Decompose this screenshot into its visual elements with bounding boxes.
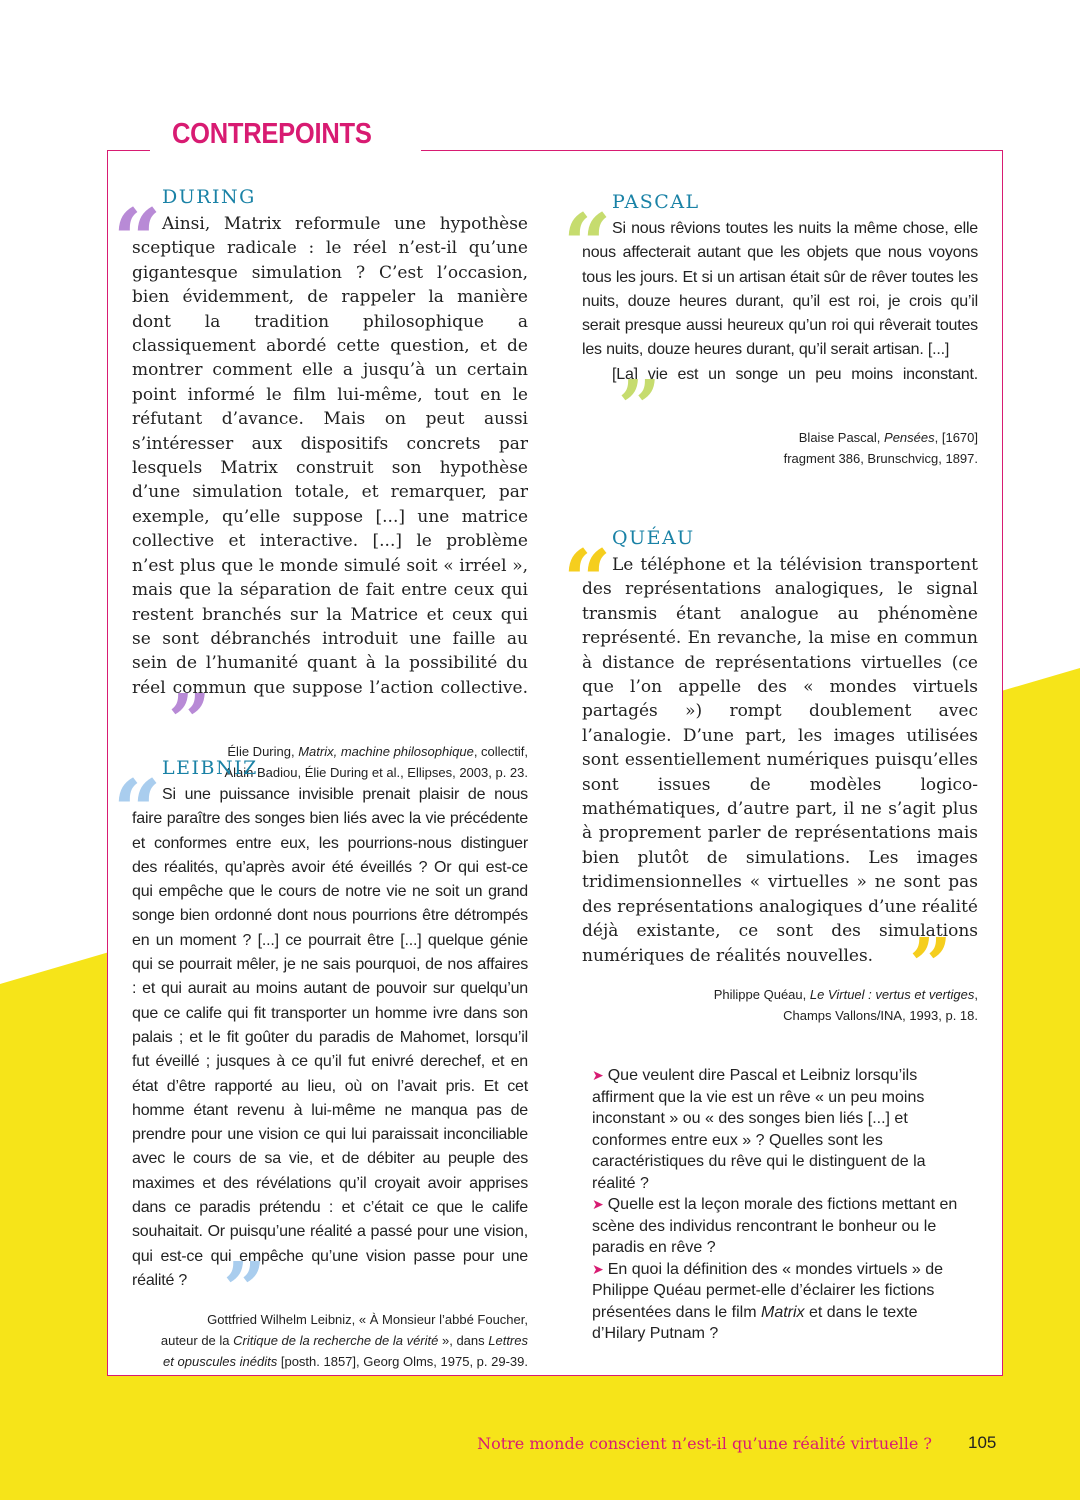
arrow-icon: ➤ bbox=[592, 1260, 604, 1277]
source-during: Élie During, Matrix, machine philosophique, collectif, Alain Badiou, Élie During et al., Ellipses, 2003, p. 23. bbox=[224, 743, 528, 780]
quote-pascal bbox=[563, 191, 978, 469]
arrow-icon: ➤ bbox=[592, 1196, 604, 1212]
section-title-box bbox=[150, 118, 421, 151]
quote-text-during: Ainsi, Matrix reformule une hypothèse sceptique radicale : le réel n’est-il qu’une gigantesque simulation ? C’est l’occasion, bien évidemment, de rappeler la manière dont la tradition philosophique a classiquement abordé cette question, et de montrer comment elle a jusqu’à un certain point informé le film lui-même, tout en le réfutant d’avance. Mais on peut aussi s’intéresser aux dispositifs concrets par lesquels Matrix construit son hypothèse d’une simulation totale, et remarquer, par exemple, qu’elle suppose [...] une matrice collective et interactive. [...] le problème n’est plus que le monde simulé soit « irréel », mais que la séparation de fait entre ceux qui restent branchés sur la Matrice et ceux qui se sont débranchés introduit une faille au sein de l’humanité quant à la possibilité du réel commun que suppose l’action collective.” bbox=[132, 214, 528, 766]
author-pascal: PASCAL bbox=[612, 191, 700, 213]
quote-text-queau: Le téléphone et la télévision transportent des représentations analogiques, le signal transmis étant analogue au phénomène représenté. En revanche, la mise en commun à distance de représentations virtuelles (ce que l’on appelle des « mondes virtuels partagés ») rompt doublement avec l’analogie. D’une part, les images utilisées sont essentiellement numériques puisqu’elles sont issues de modèles logico-mathématiques, d’autre part, il ne s’agit plus à proprement parler de représentations mais bien plutôt de simulations. Les images tridimensionnelles « virtuelles » ne sont pas des représentations analogiques d’une réalité déjà existante, ce sont des simulations numériques de réalités nouvelles. ” bbox=[582, 555, 978, 1009]
source-leibniz: Gottfried Wilhelm Leibniz, « À Monsieur l’abbé Foucher, auteur de la Critique de la recherche de la vérité », dans Lettres et opuscules inédits [posth. 1857], Georg Olms, 1975, p. 29-39. bbox=[160, 1312, 528, 1370]
quote-leibniz bbox=[113, 757, 528, 1372]
author-queau: QUÉAU bbox=[612, 527, 695, 549]
quote-body: [La] vie est un songe un peu moins inconstant. bbox=[612, 365, 978, 383]
author-leibniz: LEIBNIZ bbox=[162, 757, 258, 779]
questions-list bbox=[592, 1065, 962, 1345]
quote-body: Le téléphone et la télévision transportent des représentations analogiques, le signal transmis étant analogue au phénomène représenté. En revanche, la mise en commun à distance de représentations virtuelles (ce que l’on appelle des « mondes virtuels partagés ») rompt doublement avec l’analogie. D’une part, les images utilisées sont essentiellement numériques puisqu’elles sont issues de modèles logico-mathématiques, d’autre part, il ne s’agit plus à proprement parler de représentations mais bien plutôt de simulations. Les images tridimensionnelles « virtuelles » ne sont pas des représentations analogiques d’une réalité déjà existante, ce sont des simulations numériques de réalités nouvelles. bbox=[582, 555, 978, 966]
quote-body: Si une puissance invisible prenait plaisir de nous faire paraître des songes bien liés avec la vie précédente et conformes entre eux, les pourrions-nous distinguer des réalités, qu’après avoir été éveillés ? Or qui est-ce qui empêche que le cours de notre vie ne soit un grand songe bien ordonné dont nous pourrions être détrompés en un moment ? [...] ce pourrait être [...] quelque génie qui se pourrait mêler, je ne sais pourquoi, de nos affaires : et qui aurait au moins autant de pouvoir sur quelqu’un que ce calife qui fit transporter un homme ivre dans son palais ; et le fit goûter du paradis de Mahomet, lorsqu’il fut éveillé ; jusques à ce qu’il fut enivré derechef, et en état d’être rapporté au lieu, où on l’avait pris. Et cet homme étant revenu à lui-même ne manqua pas de prendre pour une vision ce qui lui paraissait inconciliable avec le cours de sa vie, et de débiter au peuple des maximes et des révélations qu’il croyait avoir apprises dans ce paradis prétendu : et c’était ce que le calife souhaitait. Or puisqu’une réalité a passé pour une vision, qui est-ce qui empêche qu’une vision passe pour une réalité ? bbox=[132, 786, 528, 1289]
open-quote-icon: “ bbox=[113, 190, 162, 289]
arrow-icon: ➤ bbox=[592, 1067, 604, 1083]
quote-text-pascal: Si nous rêvions toutes les nuits la même chose, elle nous affecterait autant que les objets que nous voyons tous les jours. Et si un artisan était sûr de rêver toutes les nuits, douze heures durant, qu’il est roi, je crois qu’il serait presque aussi heureux qu’un roi qui rêverait toutes les nuits, douze heures durant, qu’il serait artisan. [...] bbox=[582, 220, 978, 359]
open-quote-icon: “ bbox=[113, 761, 162, 860]
open-quote-icon: “ bbox=[563, 531, 612, 630]
question-item: ➤ Quelle est la leçon morale des fictions mettant en scène des individus rencontrant le bonheur ou le paradis en rêve ? bbox=[592, 1196, 958, 1256]
author-during: DURING bbox=[162, 186, 256, 208]
quote-body: Ainsi, Matrix reformule une hypothèse sceptique radicale : le réel n’est-il qu’une gigantesque simulation ? C’est l’occasion, bien évidemment, de rappeler la manière dont la tradition philosophique a classiquement abordé cette question, et de montrer comment elle a jusqu’à un certain point informé le film lui-même, tout en le réfutant d’avance. Mais on peut aussi s’intéresser aux dispositifs concrets par lesquels Matrix construit son hypothèse d’une simulation totale, et remarquer, par exemple, qu’elle suppose [...] une matrice collective et interactive. [...] le problème n’est plus que le monde simulé soit « irréel », mais que la séparation de fait entre ceux qui restent branchés sur la Matrice et ceux qui se sont débranchés introduit une faille au sein de l’humanité quant à la possibilité du réel commun que suppose l’action collective. bbox=[132, 214, 528, 698]
open-quote-icon: “ bbox=[563, 195, 612, 294]
question-item: ➤ En quoi la définition des « mondes virtuels » de Philippe Quéau permet-elle d’éclairer les fictions présentées dans le film Matrix et dans le texte d’Hilary Putnam ? bbox=[592, 1260, 944, 1342]
quote-text-pascal-2: [La] vie est un songe un peu moins inconstant.” bbox=[612, 365, 978, 452]
quote-queau bbox=[563, 527, 978, 1026]
source-queau: Philippe Quéau, Le Virtuel : vertus et vertiges, Champs Vallons/INA, 1993, p. 18. bbox=[713, 986, 978, 1023]
source-pascal: Blaise Pascal, Pensées, [1670] fragment 386, Brunschvicg, 1897. bbox=[783, 430, 978, 467]
page-number: 105 bbox=[968, 1433, 997, 1452]
quote-during bbox=[113, 186, 528, 783]
footer-chapter-title: Notre monde conscient n’est-il qu’une réalité virtuelle ? bbox=[477, 1434, 932, 1453]
section-title: CONTREPOINTS bbox=[172, 118, 372, 150]
quote-text-leibniz: Si une puissance invisible prenait plaisir de nous faire paraître des songes bien liés avec la vie précédente et conformes entre eux, les pourrions-nous distinguer des réalités, qu’après avoir été éveillés ? Or qui est-ce qui empêche que le cours de notre vie ne soit un grand songe bien ordonné dont nous pourrions être détrompés en un moment ? [...] ce pourrait être [...] quelque génie qui se pourrait mêler, je ne sais pourquoi, de nos affaires : et qui aurait au moins autant de pouvoir sur quelqu’un que ce calife qui fit transporter un homme ivre dans son palais ; et le fit goûter du paradis de Mahomet, lorsqu’il fut éveillé ; jusques à ce qu’il fut enivré derechef, et en état d’être rapporté au lieu, où on l’avait pris. Et cet homme étant revenu à lui-même ne manqua pas de prendre pour une vision ce qui lui paraissait inconciliable avec le cours de sa vie, et de débiter au peuple des maximes et des révélations qu’il croyait avoir apprises dans ce paradis prétendu : et c’était ce que le calife souhaitait. Or puisqu’une réalité a passé pour une vision, qui est-ce qui empêche qu’une vision passe pour une réalité ? ” bbox=[132, 786, 528, 1333]
question-item: ➤ Que veulent dire Pascal et Leibniz lorsqu’ils affirment que la vie est un rêve « un peu moins inconstant » ou « des songes bien liés [...] et conformes entre eux » ? Quelles sont les caractéristiques du rêve qui le distinguent de la réalité ? bbox=[592, 1067, 926, 1192]
